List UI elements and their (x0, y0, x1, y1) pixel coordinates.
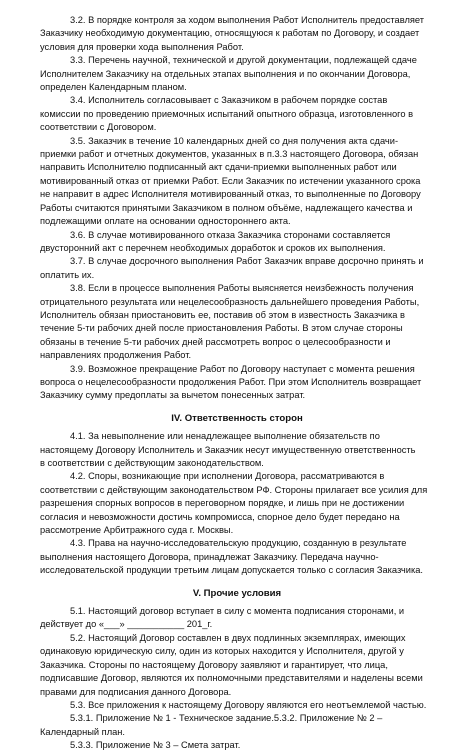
paragraph-5-3-3 (40, 739, 434, 752)
text-line: 5.3.3. Приложение № 3 – Смета затрат. (70, 740, 241, 751)
paragraph-5-3-1 (40, 712, 434, 739)
text-line: течение 5-ти рабочих дней после приостановления Работы. В этом случае стороны (40, 323, 403, 334)
paragraph-4-3 (40, 537, 434, 577)
text-line: Заказчику сумму предоплаты за вычетом понесенных затрат. (40, 390, 306, 401)
text-line: направлениях продолжения Работ. (40, 350, 192, 361)
text-line: 4.1. За невыполнение или ненадлежащее выполнение обязательств по (70, 431, 380, 442)
paragraph-3-6 (40, 229, 434, 256)
text-line: 3.3. Перечень научной, технической и другой документации, подлежащей сдаче (70, 55, 417, 66)
text-line: определен Календарным планом. (40, 82, 187, 93)
paragraph-5-1 (40, 605, 434, 632)
paragraph-3-9 (40, 363, 434, 403)
text-line: обязаны в течение 5-ти рабочих дней рассмотреть вопрос о целесообразности и (40, 336, 391, 347)
text-line: вопроса о нецелесообразности продолжения Работ. При этом Исполнитель возвращает (40, 376, 422, 387)
section-heading-v: V. Прочие условия (192, 587, 282, 599)
text-line: выполнения настоящего Договора, принадлежат Заказчику. Передача научно- (40, 551, 379, 562)
text-line: комиссии по проведению приемочных испытаний опытного образца, изготовленного в (40, 108, 414, 119)
text-line: Исполнитель обязан приостановить ее, поставив об этом в известность Заказчика в (40, 309, 405, 320)
text-line: оплатить их. (40, 269, 95, 280)
text-line: 5.3. Все приложения к настоящему Договору являются его неотъемлемой частью. (70, 699, 427, 710)
text-line: согласия и невозможности достичь компромисса, спорное дело будет передано на (40, 511, 400, 522)
text-line: двусторонний акт с перечнем необходимых доработок и сроков их выполнения. (40, 242, 386, 253)
text-line: 5.1. Настоящий договор вступает в силу с момента подписания сторонами, и (70, 606, 405, 617)
text-line: Исполнителем Заказчику на отдельных этапах выполнения и по окончании Договора, (40, 68, 411, 79)
text-line: соответствии с Договором. (40, 122, 157, 133)
text-line: подлежащими оплате на основании одностороннего акта. (40, 216, 291, 227)
text-line: 3.6. В случае мотивированного отказа Заказчика сторонами составляется (70, 229, 391, 240)
text-line: разрешения спорных вопросов в переговорном порядке, и лишь при не достижении (40, 498, 405, 509)
paragraph-5-3 (40, 699, 434, 712)
text-line: не направит в адрес Исполнителя мотивированный отказ, то выполненные по Договору (40, 189, 421, 200)
paragraph-3-8 (40, 282, 434, 362)
text-line: 5.3.1. Приложение № 1 - Техническое задание.5.3.2. Приложение № 2 – (70, 713, 383, 724)
text-line: мотивированный отказ от приемки Работ. Если Заказчик по истечении указанного срока (40, 175, 421, 186)
text-line: 3.4. Исполнитель согласовывает с Заказчиком в рабочем порядке состав (70, 95, 388, 106)
text-line: Заказчика. Стороны по настоящему Договору заявляют и гарантирует, что лица, (40, 659, 388, 670)
text-line: настоящему Договору Исполнитель и Заказчик несут имущественную ответственность (40, 444, 416, 455)
text-line: рассмотрение Арбитражного суда г. Москвы. (40, 525, 234, 536)
text-line: направить Исполнителю подписанный акт сдачи-приемки выполненных работ или (40, 162, 397, 173)
paragraph-4-1 (40, 430, 434, 470)
paragraph-4-2 (40, 470, 434, 537)
text-line: условия для проверки хода выполнения Работ. (40, 41, 244, 52)
text-line: 4.3. Права на научно-исследовательскую продукцию, созданную в результате (70, 538, 407, 549)
text-line: отрицательного результата или нецелесообразность дальнейшего проведения Работы, (40, 296, 420, 307)
text-line: 3.7. В случае досрочного выполнения Работ Заказчик вправе досрочно принять и (70, 256, 424, 267)
text-line: правами для подписания данного Договора. (40, 686, 232, 697)
paragraph-3-7 (40, 255, 434, 282)
text-line: 4.2. Споры, возникающие при исполнении Договора, рассматриваются в (70, 471, 385, 482)
text-line: 3.2. В порядке контроля за ходом выполнения Работ Исполнитель предоставляет (70, 15, 425, 25)
text-line: 3.9. Возможное прекращение Работ по Договору наступает с момента решения (70, 363, 415, 374)
section-heading-iv: IV. Ответственность сторон (171, 412, 303, 424)
text-line: 3.5. Заказчик в течение 10 календарных дней со дня получения акта сдачи- (70, 135, 399, 146)
text-line: исследовательской продукции третьим лицам допускается только с согласия Заказчика. (40, 565, 423, 576)
text-line: 3.8. Если в процессе выполнения Работы выясняется неизбежность получения (70, 283, 414, 294)
paragraph-3-3 (40, 54, 434, 94)
paragraph-5-2 (40, 632, 434, 699)
text-line: действует до «___» ___________ 201_г. (40, 619, 213, 630)
text-line: одинаковую юридическую силу, один из которых находится у Исполнителя, другой у (40, 646, 404, 657)
text-line: подписавшие Договор, являются их полномочными представителями и наделены всеми (40, 673, 423, 684)
paragraph-3-4 (40, 94, 434, 134)
text-line: 5.2. Настоящий Договор составлен в двух подлинных экземплярах, имеющих (70, 632, 406, 643)
text-line: соответствии с действующим законодательством РФ. Стороны прилагает все усилия для (40, 484, 428, 495)
paragraph-3-5 (40, 135, 434, 229)
text-line: приемки работ и отчетных документов, указанных в п.3.3 настоящего Договора, обязан (40, 149, 419, 160)
text-line: Заказчику необходимую документацию, относящуюся к работам по Договору, и создает (40, 28, 420, 39)
text-line: Календарный план. (40, 726, 126, 737)
text-line: Работы считаются принятыми Заказчиком в полном объёме, надлежащего качества и (40, 202, 413, 213)
paragraph-3-2 (40, 14, 434, 54)
text-line: в соответствии с действующим законодательством. (40, 458, 264, 468)
